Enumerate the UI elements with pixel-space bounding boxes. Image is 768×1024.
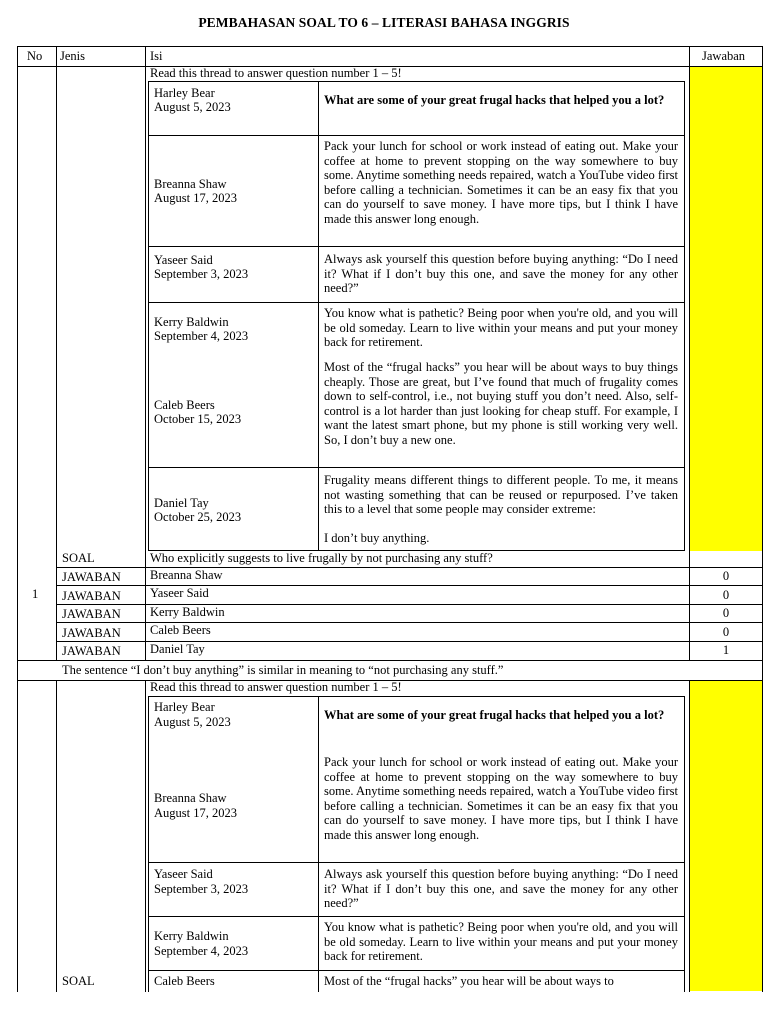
post-author: Yaseer Said [154, 867, 213, 881]
post-text-last-line: I don’t buy anything. [324, 531, 430, 545]
header-jenis: Jenis [60, 49, 85, 63]
clipped-row [148, 971, 684, 991]
post-date: September 3, 2023 [154, 267, 249, 281]
answer-option: Yaseer Said [150, 586, 209, 600]
thread-intro: Read this thread to answer question number 1 – 5! [150, 680, 402, 694]
answer-column-highlight-2 [690, 681, 762, 991]
post-text: Most of the “frugal hacks” you hear will be about ways to buy things cheaply. Those are great, but I’ve found that much of frugality comes down to self-control, i.e., not buying stuff you don’t need. Also, self-control is a lot harder than just looking for cheap stuff. For example, I want the latest smart phone, but my phone is still working very well. So, I don’t buy a new one. [324, 360, 678, 447]
post-question: What are some of your great frugal hacks that helped you a lot? [324, 708, 665, 722]
answer-label: JAWABAN [62, 626, 121, 640]
soal-label: SOAL [62, 551, 95, 565]
post-text: You know what is pathetic? Being poor when you're old, and you will be old someday. Learn to live within your means and put your money back for retirement. [324, 306, 678, 350]
question-text: Who explicitly suggests to live frugally by not purchasing any stuff? [150, 551, 493, 565]
explanation-text: The sentence “I don’t buy anything” is similar in meaning to “not purchasing any stuff.” [62, 663, 504, 677]
post-author: Harley Bear [154, 700, 215, 714]
post-date: August 5, 2023 [154, 715, 231, 729]
post-date: August 5, 2023 [154, 100, 231, 114]
post-question: What are some of your great frugal hacks that helped you a lot? [324, 93, 665, 107]
header-isi: Isi [150, 49, 163, 63]
page-title: PEMBAHASAN SOAL TO 6 – LITERASI BAHASA INGGRIS [198, 15, 570, 30]
answer-score: 0 [722, 569, 730, 583]
answer-column-highlight-1 [690, 66, 762, 551]
post-author: Caleb Beers [154, 974, 215, 988]
answer-label: JAWABAN [62, 570, 121, 584]
answer-score: 0 [722, 588, 730, 602]
post-author: Harley Bear [154, 86, 215, 100]
post-date: September 3, 2023 [154, 882, 249, 896]
post-author: Kerry Baldwin [154, 315, 229, 329]
answer-option: Caleb Beers [150, 623, 211, 637]
header-no: No [27, 49, 43, 63]
post-date: October 25, 2023 [154, 510, 242, 524]
post-author: Daniel Tay [154, 496, 209, 510]
answer-label: JAWABAN [62, 607, 121, 621]
post-date: September 4, 2023 [154, 329, 249, 343]
answer-label: JAWABAN [62, 589, 121, 603]
post-author: Yaseer Said [154, 253, 213, 267]
post-date: August 17, 2023 [154, 191, 237, 205]
post-text: Always ask yourself this question before buying anything: “Do I need it? What if I don’t buy this one, and save the money for any other need?” [324, 252, 678, 296]
answer-option: Kerry Baldwin [150, 605, 225, 619]
post-text: Frugality means different things to different people. To me, it means not wasting something that can be reused or repurposed. I’ve taken this to a level that some people may consider extreme: [324, 473, 678, 517]
soal-label: SOAL [62, 974, 95, 988]
answer-score: 0 [722, 625, 730, 639]
answer-option: Breanna Shaw [150, 568, 223, 582]
question-number: 1 [32, 587, 39, 601]
post-author: Breanna Shaw [154, 791, 227, 805]
post-text: Most of the “frugal hacks” you hear will be about ways to [324, 974, 614, 988]
post-date: August 17, 2023 [154, 806, 237, 820]
post-author: Caleb Beers [154, 398, 215, 412]
post-author: Breanna Shaw [154, 177, 227, 191]
post-date: October 15, 2023 [154, 412, 242, 426]
answer-score: 1 [722, 643, 730, 657]
post-text: Pack your lunch for school or work instead of eating out. Make your coffee at home to prevent stopping on the way somewhere to buy some. Anytime something needs repaired, watch a YouTube video first before calling a technician. Sometimes it can be an easy fix that you can do yourself to save money. I have more tips, but I think I have made this answer long enough. [324, 139, 678, 226]
post-date: September 4, 2023 [154, 944, 249, 958]
post-text: You know what is pathetic? Being poor when you're old, and you will be old someday. Learn to live within your means and put your money back for retirement. [324, 920, 678, 964]
thread-intro: Read this thread to answer question number 1 – 5! [150, 66, 402, 80]
post-text: Pack your lunch for school or work instead of eating out. Make your coffee at home to prevent stopping on the way somewhere to buy some. Anytime something needs repaired, watch a YouTube video first before calling a technician. Sometimes it can be an easy fix that you can do yourself to save money. I have more tips, but I think I have made this answer long enough. [324, 755, 678, 842]
answer-score: 0 [722, 606, 730, 620]
post-text: Always ask yourself this question before buying anything: “Do I need it? What if I don’t buy this one, and save the money for any other need?” [324, 867, 678, 911]
post-author: Kerry Baldwin [154, 929, 229, 943]
answer-option: Daniel Tay [150, 642, 205, 656]
header-jawaban: Jawaban [702, 49, 746, 63]
answer-label: JAWABAN [62, 644, 121, 658]
